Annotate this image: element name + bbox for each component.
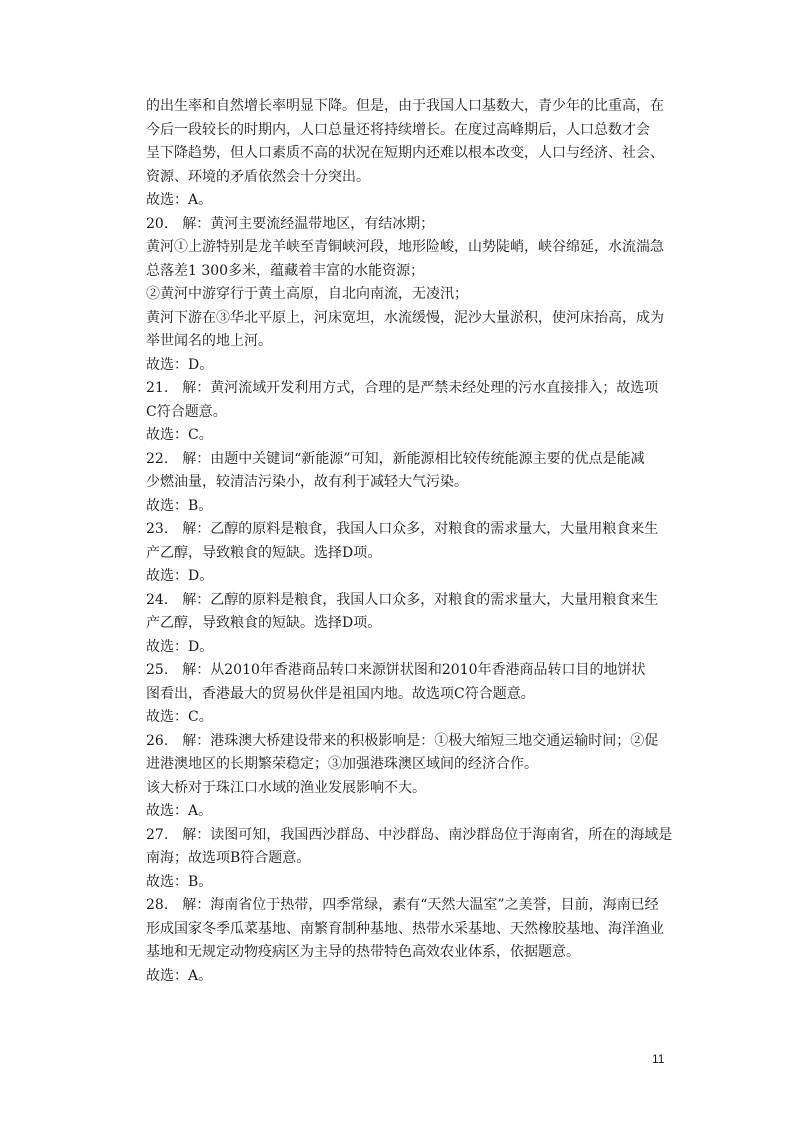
text-line: 基地和无规定动物疫病区为主导的热带特色高效农业体系，依据题意。 — [146, 944, 580, 960]
text-line: 故选：B。 — [146, 497, 213, 514]
text-line: 27. 解：读图可知，我国西沙群岛、中沙群岛、南沙群岛位于海南省，所在的海域是 — [146, 826, 673, 843]
answer-text-block — [146, 95, 676, 988]
text-line: 故选：D。 — [146, 356, 214, 373]
text-line: 24. 解：乙醇的原料是粮食，我国人口众多，对粮食的需求量大，大量用粮食来生 — [146, 591, 659, 608]
text-line: 故选：A。 — [146, 803, 213, 819]
text-line: 的出生率和自然增长率明显下降。但是，由于我国人口基数大，青少年的比重高，在 — [146, 98, 664, 114]
page-number: 11 — [652, 1052, 665, 1066]
text-line: 呈下降趋势，但人口素质不高的状况在短期内还难以根本改变，人口与经济、社会、 — [146, 145, 664, 161]
text-line: 22. 解：由题中关键词“新能源”可知，新能源相比较传统能源主要的优点是能减 — [146, 450, 645, 467]
text-line: ②黄河中游穿行于黄土高原，自北向南流，无凌汛； — [146, 286, 468, 302]
text-line: 少燃油量，较清洁污染小，故有利于减轻大气污染。 — [146, 474, 468, 490]
text-line: 南海；故选项B符合题意。 — [146, 850, 311, 866]
text-line: 资源、环境的矛盾依然会十分突出。 — [146, 168, 370, 185]
text-line: 该大桥对于珠江口水域的渔业发展影响不大。 — [146, 779, 426, 796]
text-line: 28. 解：海南省位于热带，四季常绿，素有“天然大温室”之美誉，目前，海南已经 — [146, 897, 659, 913]
text-line: 故选：B。 — [146, 873, 213, 890]
text-line: 形成国家冬季瓜菜基地、南繁育制种基地、热带水采基地、天然橡胶基地、海洋渔业 — [146, 920, 664, 937]
text-line: 21. 解：黄河流域开发利用方式，合理的是严禁未经处理的污水直接排入；故选项 — [146, 380, 659, 396]
text-line: 故选：A。 — [146, 967, 213, 984]
text-line: 今后一段较长的时期内，人口总量还将持续增长。在度过高峰期后，人口总数才会 — [146, 121, 650, 138]
text-line: 进港澳地区的长期繁荣稳定；③加强港珠澳区域间的经济合作。 — [146, 756, 538, 772]
text-line: 总落差1 300多米，蕴藏着丰富的水能资源； — [146, 262, 425, 279]
text-line: 故选：A。 — [146, 192, 213, 208]
text-line: 故选：C。 — [146, 709, 213, 725]
text-line: 产乙醇，导致粮食的短缺。选择D项。 — [146, 615, 382, 631]
text-line: 26. 解：港珠澳大桥建设带来的积极影响是：①极大缩短三地交通运输时间；②促 — [146, 732, 659, 749]
text-line: 23. 解：乙醇的原料是粮食，我国人口众多，对粮食的需求量大，大量用粮食来生 — [146, 521, 659, 537]
text-line: 20. 解：黄河主要流经温带地区，有结冰期； — [146, 215, 435, 232]
text-line: 故选：C。 — [146, 427, 213, 443]
text-line: 黄河①上游特别是龙羊峡至青铜峡河段，地形险峻，山势陡峭，峡谷绵延，水流湍急 — [146, 239, 664, 255]
text-line: 图看出，香港最大的贸易伙伴是祖国内地。故选项C符合题意。 — [146, 685, 535, 702]
text-line: C符合题意。 — [146, 403, 227, 420]
text-line: 黄河下游在③华北平原上，河床宽坦，水流缓慢，泥沙大量淤积，使河床抬高，成为 — [146, 309, 664, 326]
text-line: 故选：D。 — [146, 568, 214, 584]
text-line: 25. 解：从2010年香港商品转口来源饼状图和2010年香港商品转口目的地饼状 — [146, 662, 646, 678]
text-line: 产乙醇，导致粮食的短缺。选择D项。 — [146, 544, 382, 561]
text-line: 故选：D。 — [146, 638, 214, 655]
text-line: 举世闻名的地上河。 — [146, 333, 272, 349]
